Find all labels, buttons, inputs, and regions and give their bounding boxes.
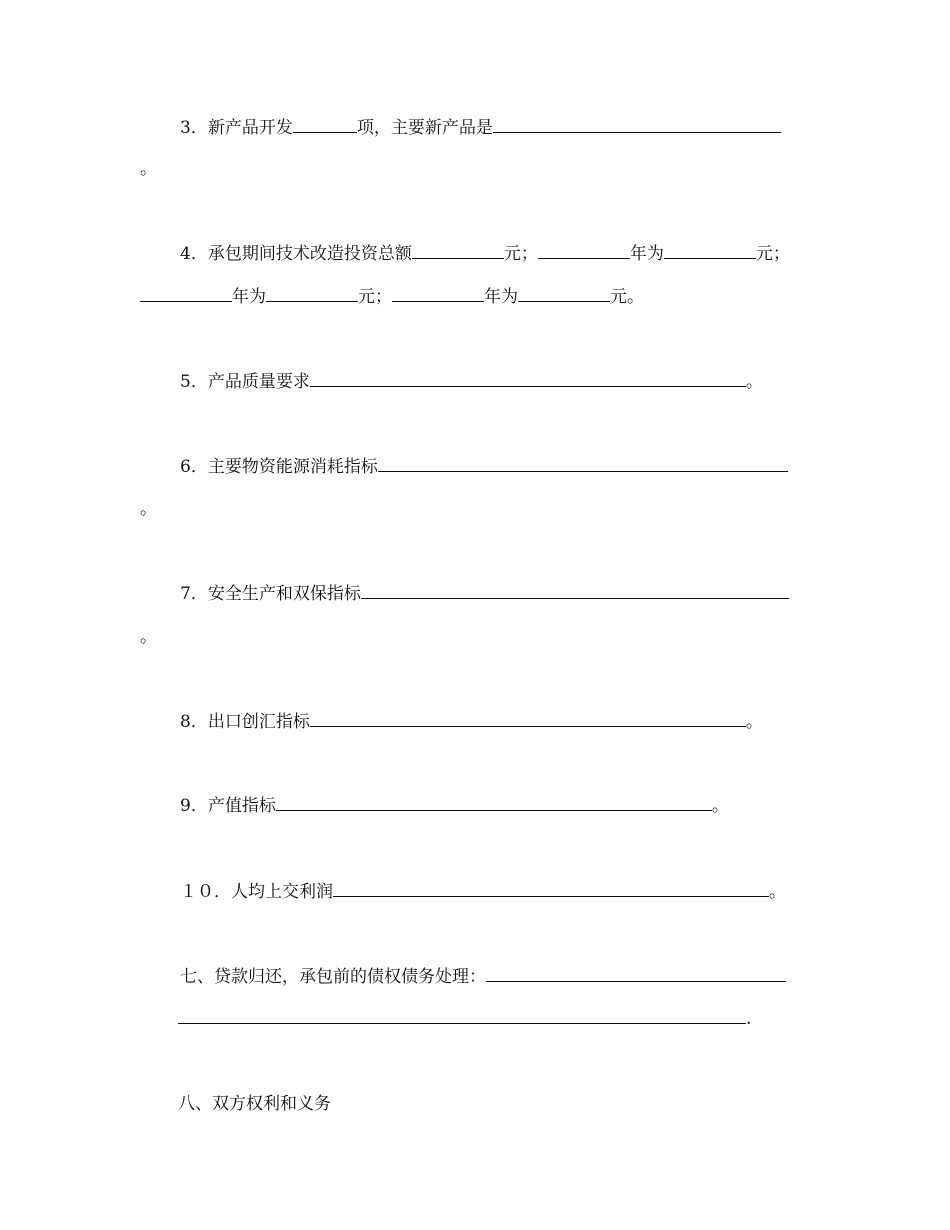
- unit-yuan: 元。: [610, 287, 644, 307]
- fill-blank[interactable]: [310, 710, 746, 727]
- unit-yuan: 元；: [358, 287, 392, 307]
- item-end: 。: [745, 712, 763, 732]
- fill-blank[interactable]: [493, 116, 781, 133]
- item-end: 。: [711, 796, 729, 816]
- fill-blank[interactable]: [266, 285, 358, 302]
- item-number: 5．: [180, 372, 208, 392]
- item-label: 产值指标: [207, 796, 276, 816]
- item-number: 7．: [180, 584, 208, 604]
- item-3: [180, 116, 781, 139]
- item-4-cont: [140, 285, 644, 308]
- unit-yuan: 元；: [503, 244, 538, 264]
- item-number: 4．: [180, 244, 208, 264]
- item-label: 产品质量要求: [207, 372, 310, 392]
- item-end: 。: [745, 372, 763, 392]
- fill-blank[interactable]: [378, 455, 788, 472]
- unit-year: 年为: [484, 287, 518, 307]
- item-end: 。: [769, 882, 786, 902]
- item-3-end: 。: [140, 159, 157, 179]
- fill-blank[interactable]: [538, 242, 630, 259]
- fill-blank[interactable]: [392, 285, 484, 302]
- item-label: 主要物资能源消耗指标: [207, 457, 378, 477]
- fill-blank[interactable]: [140, 285, 232, 302]
- item-label: 新产品开发: [207, 118, 293, 138]
- item-label: 人均上交利润: [231, 882, 333, 902]
- section-label: 七、贷款归还，承包前的债权债务处理：: [180, 967, 486, 987]
- item-number: 9．: [180, 796, 208, 816]
- fill-blank[interactable]: [333, 880, 769, 897]
- item-number: １０．: [180, 882, 231, 902]
- item-number: 6．: [180, 457, 208, 477]
- unit-yuan: 元；: [755, 244, 790, 264]
- item-label: 承包期间技术改造投资总额: [207, 244, 412, 264]
- fill-blank[interactable]: [361, 582, 789, 599]
- fill-blank[interactable]: [412, 242, 504, 259]
- item-10: [180, 880, 786, 903]
- fill-blank[interactable]: [293, 116, 357, 133]
- fill-blank[interactable]: [178, 1007, 746, 1024]
- section-7: [180, 965, 786, 988]
- fill-blank[interactable]: [310, 370, 746, 387]
- section-end: .: [746, 1009, 752, 1029]
- item-number: 3．: [180, 118, 208, 138]
- unit-year: 年为: [232, 287, 266, 307]
- fill-blank[interactable]: [276, 794, 712, 811]
- section-8-heading: [178, 1093, 331, 1115]
- item-8: [180, 710, 763, 733]
- item-label: 出口创汇指标: [207, 712, 310, 732]
- section-7-cont: [178, 1007, 751, 1030]
- fill-blank[interactable]: [486, 965, 786, 982]
- unit-year: 年为: [629, 244, 664, 264]
- item-label: 安全生产和双保指标: [207, 584, 361, 604]
- item-4: [180, 242, 790, 265]
- section-heading: 八、双方权利和义务: [178, 1094, 331, 1114]
- item-unit: 项，主要新产品是: [356, 118, 493, 138]
- item-5: [180, 370, 763, 393]
- fill-blank[interactable]: [664, 242, 756, 259]
- item-6-end: 。: [140, 499, 157, 519]
- item-6: [180, 455, 788, 478]
- item-7-end: 。: [140, 627, 157, 647]
- item-7: [180, 582, 789, 605]
- item-9: [180, 794, 729, 817]
- fill-blank[interactable]: [518, 285, 610, 302]
- item-number: 8．: [180, 712, 208, 732]
